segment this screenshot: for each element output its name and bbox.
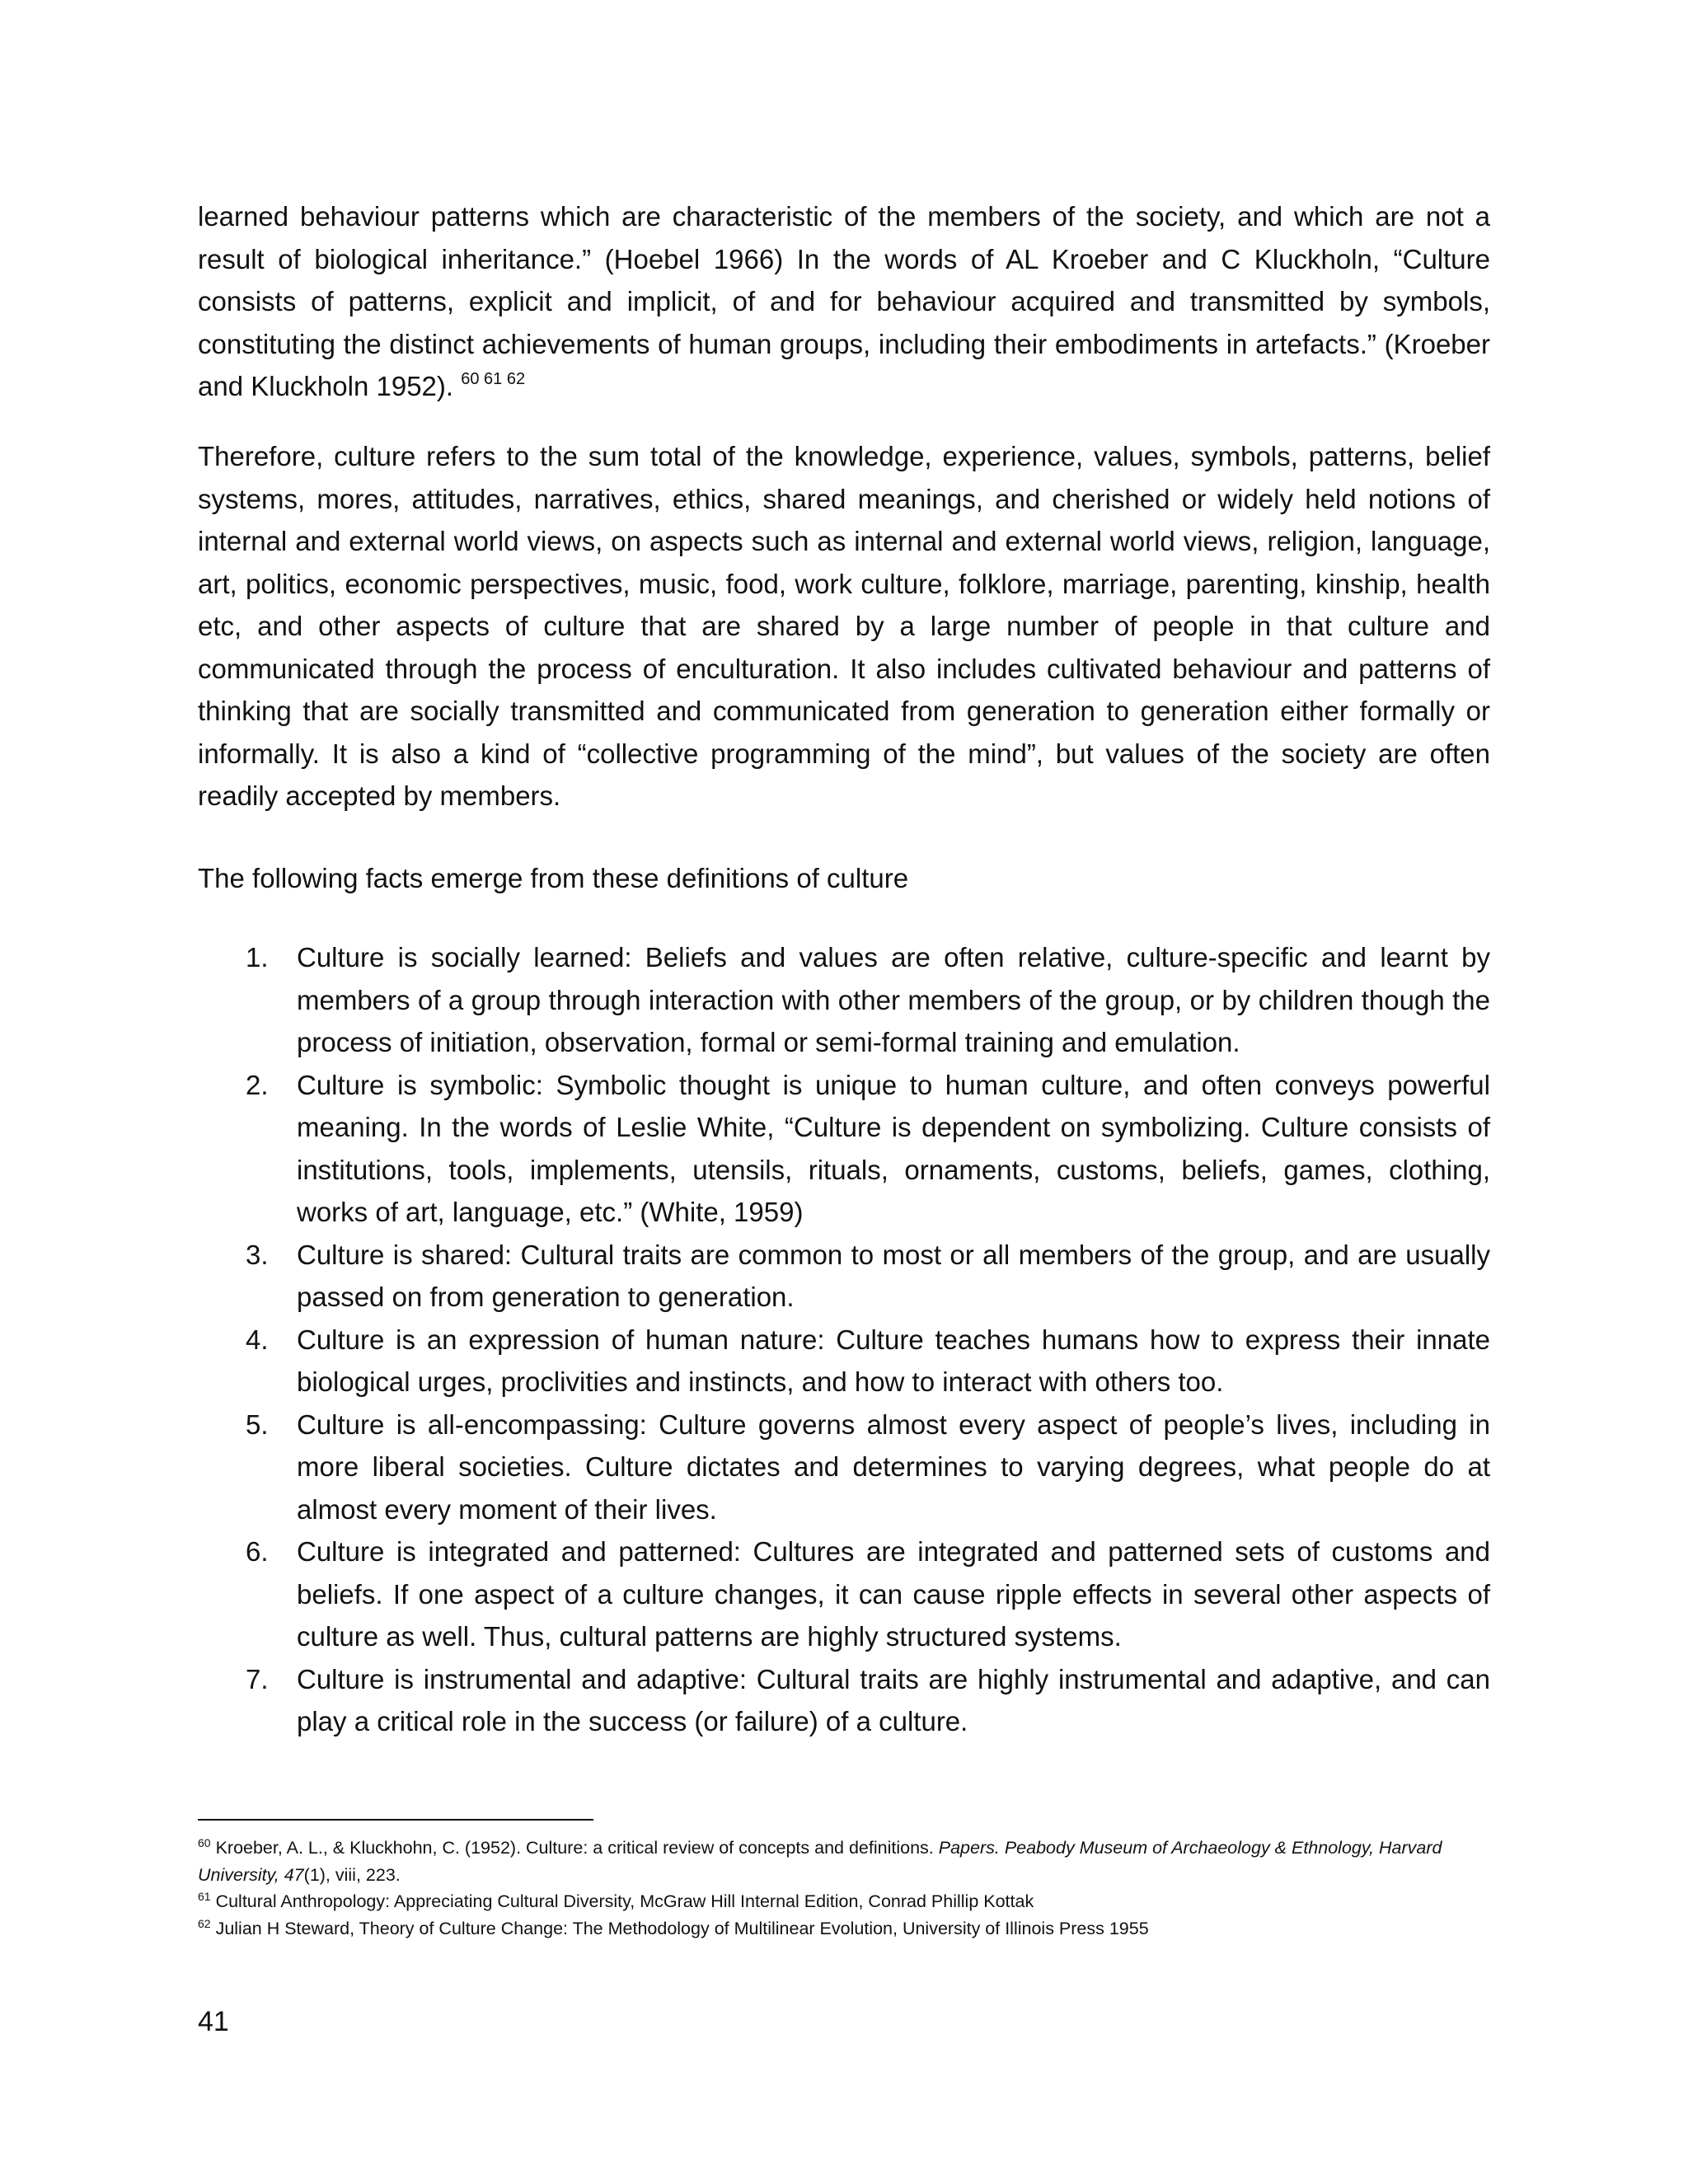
footnote-mark: 62	[198, 1916, 211, 1930]
list-item	[198, 1234, 1490, 1319]
list-item-number: 6.	[246, 1536, 269, 1567]
footnote-mark: 60	[198, 1836, 211, 1849]
footnote-62	[198, 1915, 1490, 1943]
paragraph-facts-intro: The following facts emerge from these definitions of culture	[198, 863, 909, 893]
list-item-number: 5.	[246, 1408, 269, 1440]
page-number: 41	[198, 2006, 229, 2037]
list-item-number: 3.	[246, 1239, 269, 1270]
list-item	[198, 1404, 1490, 1531]
list-item-text: Culture is all-encompassing: Culture governs almost every aspect of people’s lives, including in more liberal societies. Culture dictates and determines to varying degrees, what people do at almost every moment of their lives.	[297, 1408, 1490, 1525]
list-item	[198, 1064, 1490, 1234]
list-item-text: Culture is instrumental and adaptive: Cultural traits are highly instrumental and adaptive, and can play a critical role in the success (or failure) of a culture.	[297, 1663, 1490, 1736]
paragraph-culture-definitions	[198, 195, 1490, 408]
list-item-text: Culture is integrated and patterned: Cultures are integrated and patterned sets of customs and beliefs. If one aspect of a culture changes, it can cause ripple effects in several other aspects of culture as well. Thus, cultural patterns are highly structured systems.	[297, 1536, 1490, 1652]
list-item-number: 7.	[246, 1663, 269, 1694]
list-item	[198, 936, 1490, 1064]
footnote-separator	[198, 1819, 593, 1821]
footnote-reference-marks: 60 61 62	[461, 370, 526, 388]
footnote-text: Julian H Steward, Theory of Culture Change: The Methodology of Multilinear Evolution, University of Illinois Press 1955	[215, 1918, 1149, 1938]
footnote-mark: 61	[198, 1890, 211, 1903]
paragraph-culture-summary: Therefore, culture refers to the sum total of the knowledge, experience, values, symbols, patterns, belief systems, mores, attitudes, narratives, ethics, shared meanings, and cherished or widely held notions of internal and external world views, on aspects such as internal and external world views, religion, language, art, politics, economic perspectives, music, food, work culture, folklore, marriage, parenting, kinship, health etc, and other aspects of culture that are shared by a large number of people in that culture and communicated through the process of enculturation. It also includes cultivated behaviour and patterns of thinking that are socially transmitted and communicated from generation to generation either formally or informally. It is also a kind of “collective programming of the mind”, but values of the society are often readily accepted by members.	[198, 441, 1490, 811]
footnote-text: Cultural Anthropology: Appreciating Cultural Diversity, McGraw Hill Internal Edition, Conrad Phillip Kottak	[215, 1891, 1034, 1911]
list-item-text: Culture is an expression of human nature: Culture teaches humans how to express their innate biological urges, proclivities and instincts, and how to interact with others too.	[297, 1324, 1490, 1397]
footnote-61	[198, 1888, 1490, 1915]
list-item-text: Culture is socially learned: Beliefs and values are often relative, culture-specific and learnt by members of a group through interaction with other members of the group, or by children though the process of initiation, observation, formal or semi-formal training and emulation.	[297, 942, 1490, 1057]
list-item	[198, 1530, 1490, 1658]
list-item-number: 2.	[246, 1069, 269, 1100]
culture-facts-list	[198, 936, 1490, 1743]
list-item-number: 4.	[246, 1324, 269, 1355]
list-item-text: Culture is symbolic: Symbolic thought is unique to human culture, and often conveys powerful meaning. In the words of Leslie White, “Culture is dependent on symbolizing. Culture consists of institutions, tools, implements, utensils, rituals, ornaments, customs, beliefs, games, clothing, works of art, language, etc.” (White, 1959)	[297, 1069, 1490, 1227]
list-item	[198, 1319, 1490, 1404]
footnote-text-issue: (1), viii, 223.	[303, 1864, 401, 1885]
list-item-number: 1.	[246, 942, 269, 972]
paragraph-text: learned behaviour patterns which are characteristic of the members of the society, and which are not a result of biological inheritance.” (Hoebel 1966) In the words of AL Kroeber and C Kluckholn, “Culture consists of patterns, explicit and implicit, of and for behaviour acquired and transmitted by symbols, constituting the distinct achievements of human groups, including their embodiments in artefacts.” (Kroeber and Kluckholn 1952).	[198, 201, 1490, 401]
footnote-journal-title: Papers. Peabody Museum of Archaeology & Ethnology, Harvard University, 47	[198, 1838, 1442, 1885]
list-item-text: Culture is shared: Cultural traits are common to most or all members of the group, and are usually passed on from generation to generation.	[297, 1239, 1490, 1312]
footnotes	[198, 1835, 1490, 1942]
footnote-60	[198, 1835, 1490, 1888]
footnote-text: Kroeber, A. L., & Kluckhohn, C. (1952). Culture: a critical review of concepts and definitions.	[215, 1838, 934, 1858]
list-item	[198, 1658, 1490, 1743]
